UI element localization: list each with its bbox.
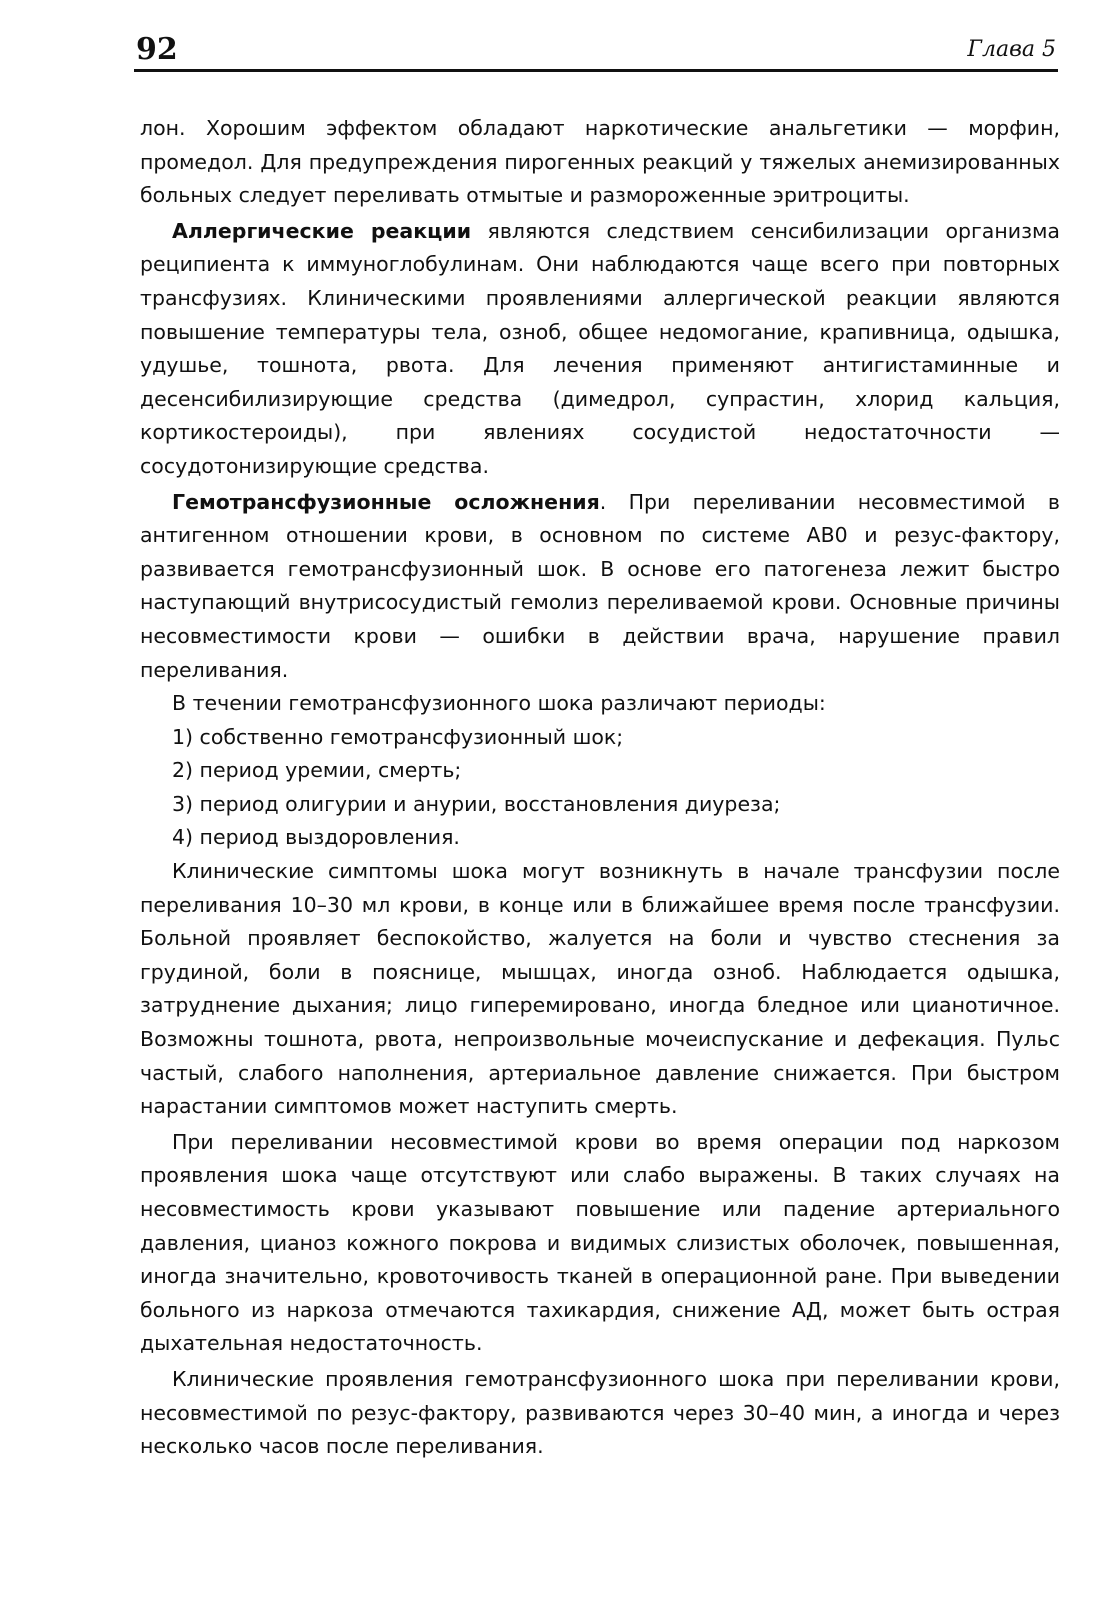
list-item: 1) собственно гемотрансфузионный шок; <box>172 724 624 749</box>
paragraph-continuation: лон. Хорошим эффектом обладают наркотические анальгетики — морфин, промедол. Для предупреждения пирогенных реакций у тяжелых анемизированных больных следует переливать отмытые и размороженные эритроциты. <box>140 116 1060 208</box>
running-head: Глава 5 <box>967 37 1056 62</box>
paragraph-hemotransfusion <box>140 486 1060 688</box>
paragraph-text: . При переливании несовместимой в антигенном отношении крови, в основном по системе АВ0 и резус-фактору, развивается гемотрансфузионный шок. В основе его патогенеза лежит быстро наступающий внутрисосудистый гемолиз переливаемой крови. Основные причины несовместимости крови — ошибки в действии врача, нарушение правил переливания. <box>140 489 1060 682</box>
paragraph-clinical-symptoms: Клинические симптомы шока могут возникнуть в начале трансфузии после переливания 10–30 мл крови, в конце или в ближайшее время после трансфузии. Больной проявляет беспокойство, жалуется на боли и чувство стеснения за грудиной, боли в пояснице, мышцах, иногда озноб. Наблюдается одышка, затруднение дыхания; лицо гиперемировано, иногда бледное или цианотичное. Возможны тошнота, рвота, непроизвольные мочеиспускание и дефекация. Пульс частый, слабого наполнения, артериальное давление снижается. При быстром нарастании симптомов может наступить смерть. <box>140 859 1060 1119</box>
list-item: 4) период выздоровления. <box>172 825 460 850</box>
page-number: 92 <box>136 32 178 67</box>
paragraph-under-anesthesia: При переливании несовместимой крови во время операции под наркозом проявления шока чаще отсутствуют или слабо выражены. В таких случаях на несовместимость крови указывают повышение или падение артериального давления, цианоз кожного покрова и видимых слизистых оболочек, повышенная, иногда значительно, кровоточивость тканей в операционной ране. При выведении больного из наркоза отмечаются тахикардия, снижение АД, может быть острая дыхательная недостаточность. <box>140 1129 1060 1356</box>
paragraph-text: являются следствием сенсибилизации организма реципиента к иммуноглобулинам. Они наблюдаются чаще всего при повторных трансфузиях. Клиническими проявлениями аллергической реакции являются повышение температуры тела, озноб, общее недомогание, крапивница, одышка, удушье, тошнота, рвота. Для лечения применяют антигистаминные и десенсибилизирующие средства (димедрол, супрастин, хлорид кальция, кортикостероиды), при явлениях сосудистой недостаточности — сосудотонизирующие средства. <box>140 218 1060 478</box>
run-in-heading-hemotransfusion: Гемотрансфузионные осложнения <box>172 489 600 514</box>
run-in-heading-allergic: Аллергические реакции <box>172 218 472 243</box>
list-item: 3) период олигурии и анурии, восстановления диуреза; <box>172 791 781 816</box>
header-rule <box>134 69 1058 72</box>
body-text <box>140 112 1060 1464</box>
paragraph-periods-intro: В течении гемотрансфузионного шока различают периоды: <box>172 691 826 716</box>
paragraph-allergic-reactions <box>140 215 1060 484</box>
list-item: 2) период уремии, смерть; <box>172 758 462 783</box>
paragraph-rh-incompatibility: Клинические проявления гемотрансфузионного шока при переливании крови, несовместимой по резус-фактору, развиваются через 30–40 мин, а иногда и через несколько часов после переливания. <box>140 1366 1060 1459</box>
